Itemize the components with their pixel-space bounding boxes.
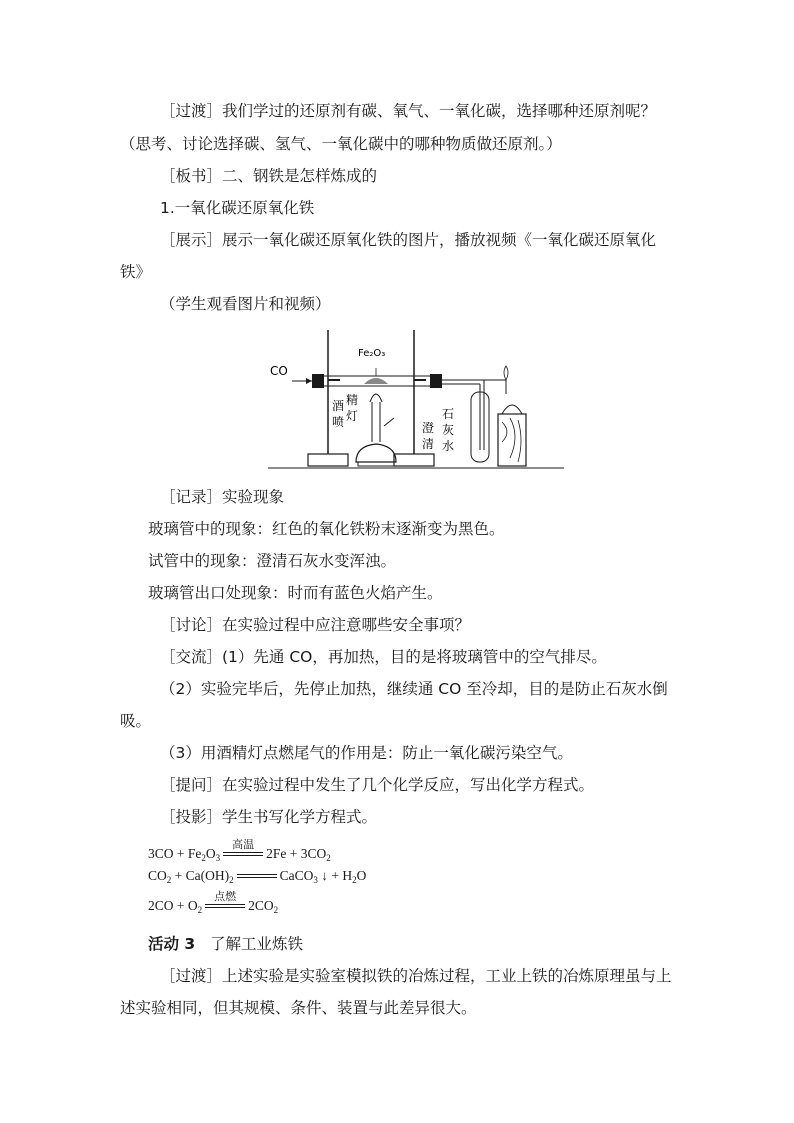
activity-3-heading — [148, 934, 303, 954]
paragraph-outlet-phenomenon: 玻璃管出口处现象：时而有蓝色火焰产生。 — [148, 584, 443, 602]
limewater-label-2: 清 — [422, 437, 435, 451]
paragraph-transition-reducers: ［过渡］我们学过的还原剂有碳、氧气、一氧化碳，选择哪种还原剂呢？ — [160, 102, 657, 120]
lamp-label-2: 精 — [346, 393, 359, 407]
paragraph-students-watch: （学生观看图片和视频） — [160, 295, 331, 313]
paragraph-blackboard-heading: ［板书］二、钢铁是怎样炼成的 — [160, 167, 378, 185]
paragraph-projection: ［投影］学生书写化学方程式。 — [160, 808, 378, 826]
lamp-label-1: 酒 — [332, 399, 345, 413]
equation-1-condition: 高温 — [232, 837, 255, 851]
co-label: CO — [270, 364, 288, 378]
paragraph-show-line1: ［展示］展示一氧化碳还原氧化铁的图片，播放视频《一氧化碳还原氧化 — [160, 231, 657, 249]
paragraph-record: ［记录］实验现象 — [160, 488, 285, 506]
paragraph-industrial-line1: ［过渡］上述实验是实验室模拟铁的冶炼过程，工业上铁的冶炼原理虽与上 — [160, 967, 672, 985]
activity-3-label: 活动 3 — [148, 935, 196, 953]
limewater-label-1: 澄 — [422, 421, 435, 435]
equation-3-condition: 点燃 — [214, 889, 237, 903]
paragraph-discussion-note: （思考、讨论选择碳、氢气、一氧化碳中的哪种物质做还原剂。） — [120, 135, 562, 153]
paragraph-exchange-3: （3）用酒精灯点燃尾气的作用是：防止一氧化碳污染空气。 — [160, 744, 573, 762]
lamp-label-4: 灯 — [346, 409, 359, 423]
equation-3: $2CO + O_2$ 点燃 $2CO_2$ — [148, 889, 279, 915]
equation-2: $CO_2 + Ca(OH)_2$ CaCO$_3$ ↓ + $H_2O$ — [148, 868, 367, 885]
activity-3-title: 了解工业炼铁 — [209, 935, 303, 953]
paragraph-exchange-2-line2: 吸。 — [120, 712, 152, 730]
limewater-label-5: 水 — [442, 439, 455, 453]
limewater-label-4: 灰 — [442, 423, 455, 437]
paragraph-discussion: ［讨论］在实验过程中应注意哪些安全事项？ — [160, 616, 471, 634]
paragraph-section-1: 1.一氧化碳还原氧化铁 — [160, 199, 315, 217]
paragraph-industrial-line2: 述实验相同，但其规模、条件、装置与此差异很大。 — [120, 999, 477, 1017]
paragraph-question: ［提问］在实验过程中发生了几个化学反应，写出化学方程式。 — [160, 776, 595, 794]
fe2o3-label: Fe₂O₃ — [358, 348, 386, 359]
paragraph-tube-phenomenon: 玻璃管中的现象：红色的氧化铁粉末逐渐变为黑色。 — [148, 520, 505, 538]
experiment-apparatus-diagram — [266, 322, 566, 472]
lamp-label-3: 喷 — [332, 415, 345, 429]
equation-1: $3CO + Fe_2O_3$ 高温 $2Fe + 3CO_2$ — [148, 837, 331, 863]
paragraph-show-line2: 铁》 — [120, 263, 152, 281]
paragraph-exchange-2-line1: （2）实验完毕后，先停止加热，继续通 CO 至冷却，目的是防止石灰水倒 — [160, 680, 668, 698]
paragraph-testtube-phenomenon: 试管中的现象：澄清石灰水变浑浊。 — [148, 552, 397, 570]
paragraph-exchange-1: ［交流］(1）先通 CO，再加热，目的是将玻璃管中的空气排尽。 — [160, 648, 607, 666]
limewater-label-3: 石 — [442, 407, 455, 421]
